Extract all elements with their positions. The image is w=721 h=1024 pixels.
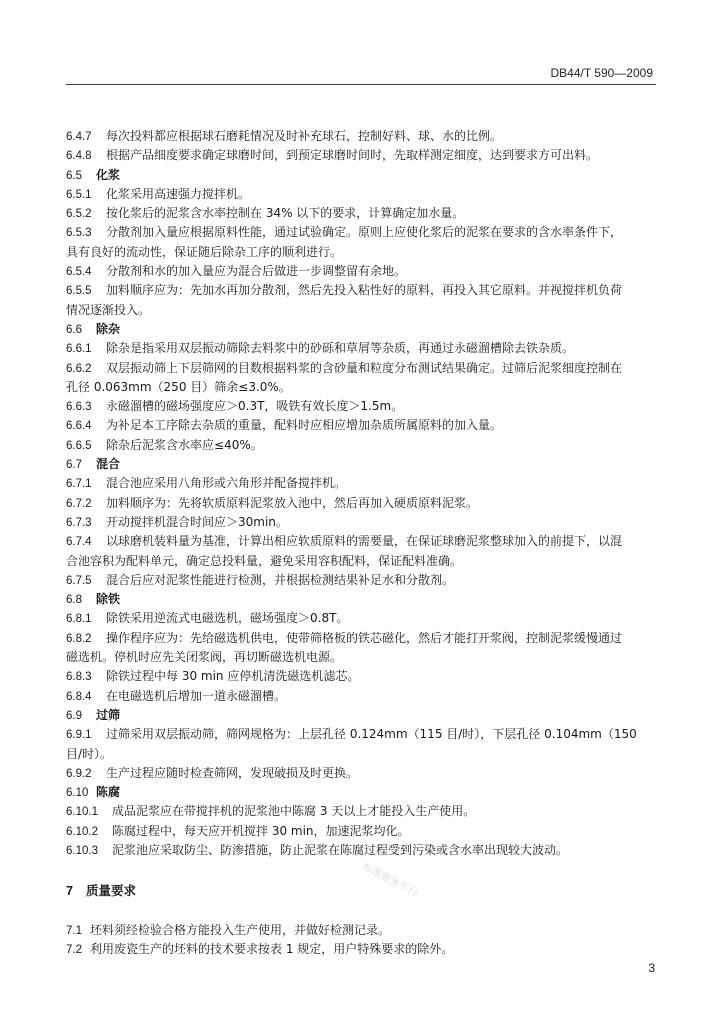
clause-continuation: 合池容积为配料单元，确定总投料量，避免采用容积配料，保证配料准确。	[66, 553, 463, 568]
clause-number: 6.6.5	[66, 439, 92, 452]
clause-text: 加料顺序应为：先加水再加分散剂，然后先投入粘性好的原料，再投入其它原料。并视搅拌机负荷	[106, 283, 623, 298]
heading-number: 6.7	[66, 459, 82, 472]
clause-line	[66, 339, 659, 358]
document-code: DB44/T 590—2009	[550, 66, 653, 80]
clause-number: 7.1	[66, 924, 82, 937]
clause-line	[66, 127, 659, 146]
clause-number: 6.10.2	[66, 825, 98, 838]
clause-number: 6.6.3	[66, 401, 92, 414]
subsection-heading	[66, 706, 659, 725]
subsection-heading	[66, 783, 659, 802]
clause-number: 6.5.4	[66, 266, 92, 279]
spacer	[66, 902, 659, 921]
clause-line	[66, 204, 659, 223]
document-body	[66, 127, 659, 959]
clause-number: 6.6.4	[66, 420, 92, 433]
section-6-content	[66, 127, 659, 860]
clause-text: 按化浆后的泥浆含水率控制在 34% 以下的要求，计算确定加水量。	[106, 206, 465, 221]
clause-text: 成品泥浆应在带搅拌机的泥浆池中陈腐 3 天以上才能投入生产使用。	[112, 804, 476, 819]
page-number: 3	[648, 961, 655, 975]
clause-continuation: 情况逐渐投入。	[66, 302, 151, 317]
clause-line	[66, 667, 659, 686]
subsection-heading	[66, 455, 659, 474]
clause-number: 6.5.5	[66, 285, 92, 298]
clause-line	[66, 223, 659, 242]
clause-number: 6.8.4	[66, 690, 92, 703]
clause-continuation: 目/时）。	[66, 746, 113, 761]
clause-text: 生产过程应随时检查筛网，发现破损及时更换。	[106, 765, 359, 780]
clause-line	[66, 397, 659, 416]
clause-text: 化浆采用高速强力搅拌机。	[106, 186, 251, 201]
clause-text: 在电磁选机后增加一道永磁溜槽。	[106, 688, 287, 703]
heading-title: 过筛	[96, 707, 121, 722]
clause-continuation: 具有良好的流动性，保证随后除杂工序的顺利进行。	[66, 244, 343, 259]
clause-number: 6.9.1	[66, 729, 92, 742]
subsection-heading	[66, 590, 659, 609]
clause-text: 开动搅拌机混合时间应＞30min。	[106, 514, 288, 529]
clause-line	[66, 513, 659, 532]
heading-title: 除铁	[96, 592, 121, 607]
clause-text: 双层振动筛上下层筛网的目数根据料浆的含砂量和粒度分布测试结果确定。过筛后泥浆细度控制在	[106, 360, 623, 375]
clause-text: 陈腐过程中，每天应开机搅拌 30 min，加速泥浆均化。	[112, 823, 410, 838]
clause-number: 6.7.2	[66, 497, 92, 510]
clause-line	[66, 474, 659, 493]
clause-text: 除铁采用逆流式电磁选机，磁场强度＞0.8T。	[106, 611, 349, 626]
chapter-number: 7	[66, 883, 73, 898]
clause-7-2	[66, 940, 659, 959]
clause-number: 6.4.8	[66, 150, 92, 163]
heading-title: 混合	[96, 457, 121, 472]
clause-text: 加料顺序为：先将软质原料泥浆放入池中，然后再加入硬质原料泥浆。	[106, 495, 479, 510]
clause-continuation: 孔径 0.063mm（250 目）筛余≤3.0%。	[66, 379, 291, 394]
clause-line	[66, 494, 659, 513]
clause-line	[66, 281, 659, 300]
clause-line	[66, 725, 659, 744]
clause-text: 每次投料都应根据球石磨耗情况及时补充球石，控制好料、球、水的比例。	[106, 129, 503, 143]
clause-line	[66, 359, 659, 378]
clause-line	[66, 532, 659, 551]
heading-number: 6.8	[66, 594, 82, 607]
clause-line	[66, 629, 659, 648]
subsection-heading	[66, 320, 659, 339]
clause-number: 6.6.2	[66, 362, 92, 375]
clause-line	[66, 687, 659, 706]
clause-number: 6.6.1	[66, 343, 92, 356]
clause-number: 6.5.3	[66, 227, 92, 240]
heading-number: 6.9	[66, 709, 82, 722]
clause-number: 6.10.3	[66, 844, 98, 857]
clause-text: 泥浆池应采取防尘、防渗措施，防止泥浆在陈腐过程受到污染或含水率出现较大波动。	[112, 842, 569, 857]
clause-text: 坯料须经检验合格方能投入生产使用，并做好检测记录。	[90, 922, 391, 937]
clause-number: 6.7.1	[66, 478, 92, 491]
clause-text: 过筛采用双层振动筛，筛网规格为：上层孔径 0.124mm（115 目/时），下层孔径 0.104mm（150	[106, 727, 637, 742]
header-rule	[66, 84, 656, 85]
heading-title: 除杂	[96, 321, 121, 336]
clause-number: 6.8.1	[66, 613, 92, 626]
clause-line	[66, 185, 659, 204]
clause-line	[66, 609, 659, 628]
clause-line	[66, 416, 659, 435]
clause-text: 混合池应采用八角形或六角形并配备搅拌机。	[106, 476, 347, 491]
clause-number: 6.7.4	[66, 536, 92, 549]
clause-line	[66, 841, 659, 860]
clause-text: 分散剂加入量应根据原料性能，通过试验确定。原则上应使化浆后的泥浆在要求的含水率条件下，	[106, 225, 623, 240]
heading-title: 陈腐	[96, 785, 121, 800]
clause-line	[66, 436, 659, 455]
clause-number: 6.10.1	[66, 806, 98, 819]
clause-number: 6.9.2	[66, 767, 92, 780]
clause-number: 6.8.2	[66, 632, 92, 645]
clause-line	[66, 822, 659, 841]
clause-line	[66, 146, 659, 165]
clause-number: 6.8.3	[66, 671, 92, 684]
chapter-7-heading	[66, 880, 659, 902]
chapter-title: 质量要求	[86, 882, 137, 898]
clause-text: 利用废瓷生产的坯料的技术要求按表 1 规定，用户特殊要求的除外。	[90, 942, 454, 957]
watermark: 标准服务平台	[360, 861, 420, 900]
clause-text: 以球磨机装料量为基准，计算出相应软质原料的需要量，在保证球磨泥浆整球加入的前提下，以混	[106, 534, 623, 549]
clause-number: 6.4.7	[66, 131, 92, 143]
clause-line	[66, 764, 659, 783]
clause-number: 7.2	[66, 944, 82, 957]
clause-continuation: 磁选机。停机时应先关闭浆阀，再切断磁选机电源。	[66, 650, 343, 665]
heading-number: 6.6	[66, 323, 82, 336]
heading-title: 化浆	[96, 167, 121, 182]
clause-text: 操作程序应为：先给磁选机供电，使带筛格板的铁芯磁化，然后才能打开浆阀，控制泥浆缓慢通过	[106, 630, 623, 645]
clause-text: 除杂是指采用双层振动筛除去料浆中的砂砾和草屑等杂质，再通过永磁溜槽除去铁杂质。	[106, 341, 575, 356]
clause-number: 6.5.2	[66, 208, 92, 221]
clause-line	[66, 802, 659, 821]
clause-number: 6.5.1	[66, 188, 92, 201]
clause-text: 为补足本工序除去杂质的重量，配料时应相应增加杂质所属原料的加入量。	[106, 418, 503, 433]
clause-number: 6.7.3	[66, 516, 92, 529]
subsection-heading	[66, 166, 659, 185]
clause-7-1	[66, 921, 659, 940]
clause-text: 除铁过程中每 30 min 应停机清洗磁选机滤芯。	[106, 669, 360, 684]
clause-text: 分散剂和水的加入量应为混合后做进一步调整留有余地。	[106, 264, 407, 279]
clause-line	[66, 571, 659, 590]
clause-number: 6.7.5	[66, 574, 92, 587]
heading-number: 6.10	[66, 787, 89, 800]
clause-text: 根据产品细度要求确定球磨时间，到预定球磨时间时，先取样测定细度，达到要求方可出料。	[106, 148, 599, 163]
heading-number: 6.5	[66, 169, 82, 182]
clause-line	[66, 262, 659, 281]
clause-text: 混合后应对泥浆性能进行检测，并根据检测结果补足水和分散剂。	[106, 572, 455, 587]
clause-text: 永磁溜槽的磁场强度应＞0.3T，吸铁有效长度＞1.5m。	[106, 399, 404, 414]
clause-text: 除杂后泥浆含水率应≤40%。	[106, 437, 263, 452]
